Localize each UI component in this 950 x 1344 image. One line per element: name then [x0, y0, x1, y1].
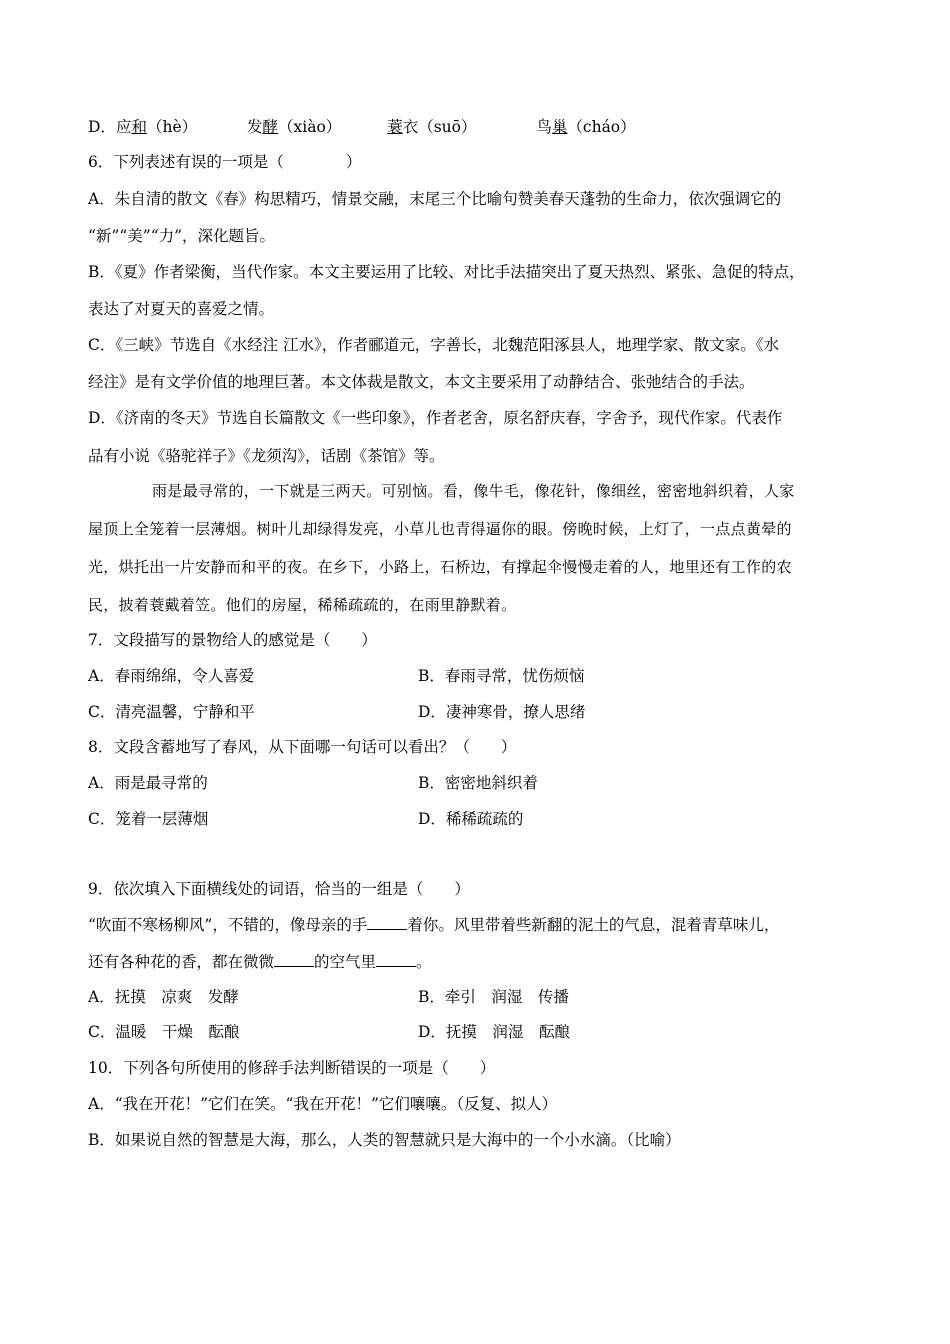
- passage-line-2: 屋顶上全笼着一层薄烟。树叶儿却绿得发亮，小草儿也青得逼你的眼。傍晚时候，上灯了，一点点黄晕的: [88, 520, 792, 538]
- q6-option-d-line2: 品有小说《骆驼祥子》《龙须沟》，话剧《茶馆》等。: [88, 447, 445, 465]
- word-2-underlined: 酵: [262, 118, 279, 136]
- q10-option-b: B．如果说自然的智慧是大海，那么，人类的智慧就只是大海中的一个小水滴。（比喻）: [88, 1131, 681, 1149]
- q9-option-b: B．牵引 润湿 传播: [418, 988, 569, 1006]
- fill-blank-3[interactable]: [376, 952, 416, 967]
- q6-option-c-line1: C．《三峡》节选自《水经注 江水》，作者郦道元，字善长，北魏范阳涿县人，地理学家、散文家。《水: [88, 336, 780, 354]
- word-1-pre: 应: [115, 118, 132, 136]
- q6-option-a-line1: A．朱自清的散文《春》构思精巧，情景交融，末尾三个比喻句赞美春天蓬勃的生命力，依次强调它的: [88, 190, 782, 208]
- q7-option-c: C．清亮温馨，宁静和平: [88, 703, 255, 721]
- q9-sentence-line1: [88, 915, 779, 935]
- q9-sentence-part: 着你。风里带着些新翻的泥土的气息，混着青草味儿，: [407, 916, 780, 934]
- word-3-post: 衣: [402, 118, 419, 136]
- q7-stem: 7．文段描写的景物给人的感觉是（ ）: [88, 631, 377, 649]
- q10-option-a: A．“我在开花！”它们在笑。“我在开花！”它们嚷嚷。（反复、拟人）: [88, 1095, 558, 1113]
- q9-sentence-part: 还有各种花的香，都在微微: [88, 953, 275, 971]
- q6-option-a-line2: “新”“美”“力”，深化题旨。: [88, 227, 276, 245]
- word-4-underlined: 巢: [551, 118, 568, 136]
- q7-option-a: A．春雨绵绵，令人喜爱: [88, 667, 255, 685]
- fill-blank-1[interactable]: [367, 915, 407, 930]
- passage-line-4: 民，披着蓑戴着笠。他们的房屋，稀稀疏疏的，在雨里静默着。: [88, 596, 517, 614]
- word-1-underlined: 和: [131, 118, 147, 136]
- q6-stem: 6．下列表述有误的一项是（ ）: [88, 153, 362, 171]
- q8-stem: 8．文段含蓄地写了春风，从下面哪一句话可以看出？（ ）: [88, 738, 517, 756]
- q7-option-b: B．春雨寻常，忧伤烦恼: [418, 667, 585, 685]
- q9-stem: 9．依次填入下面横线处的词语，恰当的一组是（ ）: [88, 880, 470, 898]
- passage-line-3: 光，烘托出一片安静而和平的夜。在乡下，小路上，石桥边，有撑起伞慢慢走着的人，地里还有工作的农: [88, 558, 792, 576]
- q6-option-b-line2: 表达了对夏天的喜爱之情。: [88, 300, 275, 318]
- q9-sentence-part: “吹面不寒杨柳风”，不错的，像母亲的手: [88, 916, 368, 934]
- q8-option-d: D．稀稀疏疏的: [418, 810, 524, 828]
- q8-option-b: B．密密地斜织着: [418, 774, 538, 792]
- q9-sentence-line2: [88, 952, 432, 972]
- q7-option-d: D．凄神寒骨，撩人思绪: [418, 703, 586, 721]
- q6-option-b-line1: B．《夏》作者梁衡，当代作家。本文主要运用了比较、对比手法描突出了夏天热烈、紧张、急促的特点，: [88, 263, 805, 281]
- q9-option-a: A．抚摸 凉爽 发酵: [88, 988, 239, 1006]
- q6-option-d-line1: D．《济南的冬天》节选自长篇散文《一些印象》，作者老舍，原名舒庆春，字舍予，现代作家。代表作: [88, 409, 783, 427]
- word-4-pre: 鸟: [536, 118, 552, 136]
- q8-option-a: A．雨是最寻常的: [88, 774, 208, 792]
- q9-sentence-part: 的空气里: [314, 953, 377, 971]
- q9-option-c: C．温暖 干燥 酝酿: [88, 1023, 240, 1041]
- word-1-pinyin: （hè）: [146, 118, 198, 136]
- word-2-pinyin: （xiào）: [278, 118, 342, 136]
- q6-option-c-line2: 经注》是有文学价值的地理巨著。本文体裁是散文，本文主要采用了动静结合、张弛结合的手法。: [88, 373, 755, 391]
- word-3-underlined: 蓑: [387, 118, 403, 136]
- passage-line-1: 雨是最寻常的，一下就是三两天。可别恼。看，像牛毛，像花针，像细丝，密密地斜织着，人家: [152, 482, 795, 500]
- word-4-pinyin: （cháo）: [567, 118, 636, 136]
- fill-blank-2[interactable]: [274, 952, 314, 967]
- q9-option-d: D．抚摸 润湿 酝酿: [418, 1023, 570, 1041]
- word-3-pinyin: （suō）: [418, 118, 477, 136]
- q9-sentence-part: 。: [416, 953, 432, 971]
- option-letter: D．: [88, 118, 116, 136]
- q5-option-d: [88, 117, 636, 137]
- q8-option-c: C．笼着一层薄烟: [88, 810, 209, 828]
- q10-stem: 10．下列各句所使用的修辞手法判断错误的一项是（ ）: [88, 1059, 496, 1077]
- word-2-pre: 发: [247, 118, 263, 136]
